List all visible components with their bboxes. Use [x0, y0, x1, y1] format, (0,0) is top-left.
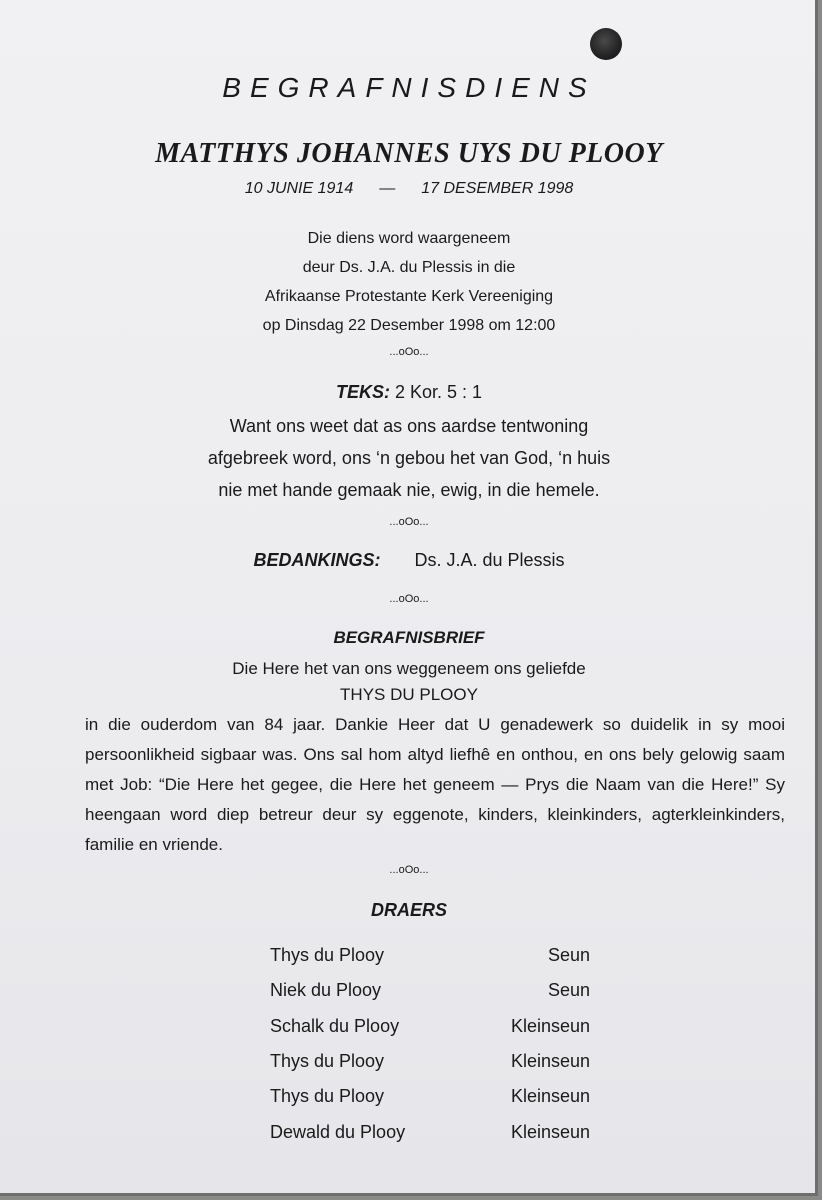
letter-heading: BEGRAFNISBRIEF — [333, 628, 485, 647]
bearer-row — [270, 1079, 590, 1114]
scripture-reference: 2 Kor. 5 : 1 — [394, 382, 483, 402]
service-line: Die diens word waargeneem — [307, 230, 511, 247]
bearer-relation: Kleinseun — [510, 1086, 590, 1107]
separator: ...oOo... — [389, 593, 429, 605]
bearer-row — [270, 973, 590, 1008]
bearer-relation: Seun — [547, 945, 590, 966]
bearer-row — [270, 1114, 590, 1149]
separator: ...oOo... — [389, 864, 429, 876]
bearers-heading: DRAERS — [370, 900, 447, 920]
deceased-name: MATTHYS JOHANNES UYS DU PLOOY — [155, 138, 663, 169]
letter-name: THYS DU PLOOY — [340, 685, 478, 704]
service-line: Afrikaanse Protestante Kerk Vereeniging — [264, 288, 554, 305]
date-dash: — — [379, 180, 396, 197]
bearer-name: Dewald du Plooy — [270, 1121, 406, 1142]
scripture-line: Want ons weet dat as ons aardse tentwoning — [229, 416, 589, 436]
thanks-line — [0, 550, 818, 571]
thanks-label: BEDANKINGS: — [253, 550, 381, 570]
scripture-line: nie met hande gemaak nie, ewig, in die hemele. — [218, 480, 600, 500]
bearer-name: Niek du Plooy — [270, 980, 382, 1001]
bearer-relation: Kleinseun — [510, 1015, 590, 1036]
service-line: deur Ds. J.A. du Plessis in die — [302, 259, 516, 276]
scripture-heading — [0, 382, 818, 403]
death-date: 17 DESEMBER 1998 — [421, 180, 574, 197]
bearer-name: Thys du Plooy — [270, 945, 385, 966]
life-dates — [0, 180, 818, 198]
service-details — [0, 224, 818, 340]
letter-body: in die ouderdom van 84 jaar. Dankie Heer dat U genadewerk so duidelik in sy mooi persoonlikheid sigbaar was. Ons sal hom altyd liefhê en onthou, en ons bely gelowig saam met Job: “Die Here het gegee, die Here het geneem — Prys die Naam van die Here!” Sy heengaan word diep betreur deur sy eggenote, kinders, kleinkinders, agterkleinkinders, familie en vriende. — [85, 715, 785, 854]
bearer-row — [270, 1009, 590, 1044]
separator: ...oOo... — [389, 516, 429, 528]
page-title: BEGRAFNISDIENS — [222, 72, 596, 103]
bearer-row — [270, 1044, 590, 1079]
scripture-text — [0, 410, 818, 506]
bearer-row — [270, 938, 590, 973]
scripture-line: afgebreek word, ons ‘n gebou het van God, ‘n huis — [207, 448, 611, 468]
bearer-name: Schalk du Plooy — [270, 1015, 400, 1036]
bearer-relation: Kleinseun — [510, 1051, 590, 1072]
bearer-relation: Kleinseun — [510, 1121, 590, 1142]
bearer-name: Thys du Plooy — [270, 1086, 385, 1107]
letter-intro: Die Here het van ons weggeneem ons geliefde — [232, 659, 586, 678]
birth-date: 10 JUNIE 1914 — [244, 180, 354, 197]
bearers-list — [270, 938, 590, 1150]
punch-hole — [590, 28, 622, 60]
separator: ...oOo... — [389, 346, 429, 358]
bearer-relation: Seun — [547, 980, 590, 1001]
bearer-name: Thys du Plooy — [270, 1051, 385, 1072]
service-line: op Dinsdag 22 Desember 1998 om 12:00 — [262, 317, 556, 334]
thanks-name: Ds. J.A. du Plessis — [414, 550, 565, 570]
scripture-label: TEKS: — [335, 382, 390, 402]
